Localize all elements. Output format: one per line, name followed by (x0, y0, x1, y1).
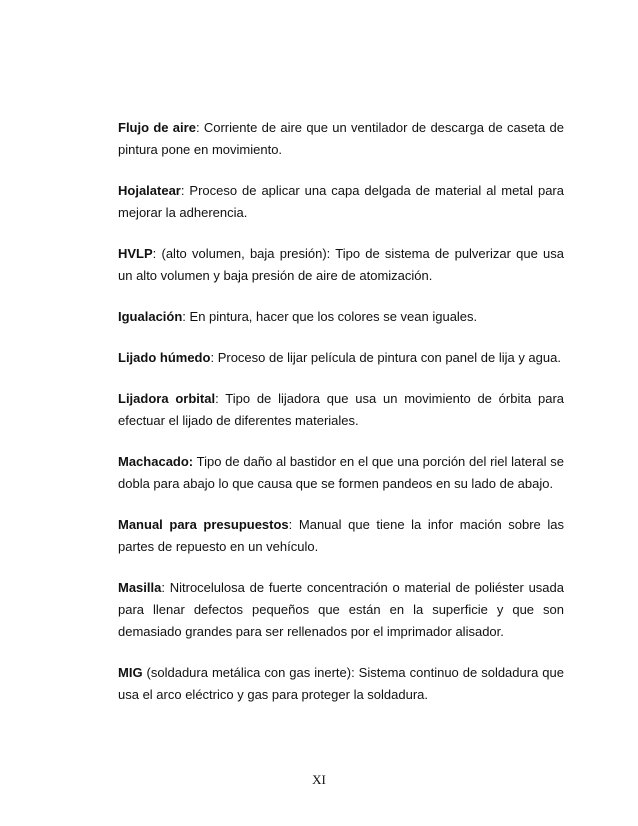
glossary-entry (118, 347, 564, 369)
glossary-entry (118, 243, 564, 287)
glossary-term: Lijado húmedo (118, 350, 211, 365)
glossary-entry (118, 306, 564, 328)
glossary-entry (118, 388, 564, 432)
glossary-definition: (soldadura metálica con gas inerte): Sistema continuo de soldadura que usa el arco eléctrico y gas para proteger la soldadura. (118, 665, 564, 702)
term-separator: : (195, 120, 200, 135)
glossary-definition: Proceso de aplicar una capa delgada de material al metal para mejorar la adherencia. (118, 183, 564, 220)
glossary-definition: Manual que tiene la infor mación sobre las partes de repuesto en un vehículo. (118, 517, 564, 554)
glossary-entry (118, 180, 564, 224)
term-separator: : (288, 517, 293, 532)
glossary-term: Manual para presupuestos (118, 517, 289, 532)
glossary-entry (118, 451, 564, 495)
term-separator: : (182, 309, 186, 324)
term-separator: : (161, 580, 165, 595)
glossary-entry (118, 662, 564, 706)
glossary-entry (118, 514, 564, 558)
glossary-definition: En pintura, hacer que los colores se vean iguales. (185, 309, 478, 324)
term-separator: : (180, 183, 185, 198)
glossary-term: HVLP (118, 246, 153, 261)
glossary-definition: (alto volumen, baja presión): Tipo de sistema de pulverizar que usa un alto volumen y baja presión de aire de atomización. (118, 246, 564, 283)
glossary-term: Hojalatear (118, 183, 181, 198)
glossary-term: Flujo de aire (118, 120, 196, 135)
glossary-definition: Nitrocelulosa de fuerte concentración o material de poliéster usada para llenar defectos pequeños que están en la superficie y que son demasiado grandes para ser rellenados por el imprimador alisador. (118, 580, 564, 639)
glossary-definition: Corriente de aire que un ventilador de descarga de caseta de pintura pone en movimiento. (118, 120, 565, 157)
term-separator: : (152, 246, 157, 261)
glossary-term: Igualación (118, 309, 183, 324)
glossary-term: Machacado: (118, 454, 194, 469)
glossary-term: MIG (118, 665, 143, 680)
glossary-term: Lijadora orbital (118, 391, 216, 406)
glossary-entry (118, 577, 564, 643)
glossary-entry (118, 117, 564, 161)
glossary-definition: Tipo de lijadora que usa un movimiento de órbita para efectuar el lijado de diferentes materiales. (118, 391, 565, 428)
glossary-term: Masilla (118, 580, 162, 595)
glossary-definition: Tipo de daño al bastidor en el que una porción del riel lateral se dobla para abajo lo que causa que se formen pandeos en su lado de abajo. (118, 454, 564, 491)
glossary-list (118, 117, 564, 725)
term-separator: : (215, 391, 219, 406)
page-number: XI (312, 772, 326, 787)
term-separator: : (210, 350, 215, 365)
glossary-definition: Proceso de lijar película de pintura con panel de lija y agua. (214, 350, 561, 365)
